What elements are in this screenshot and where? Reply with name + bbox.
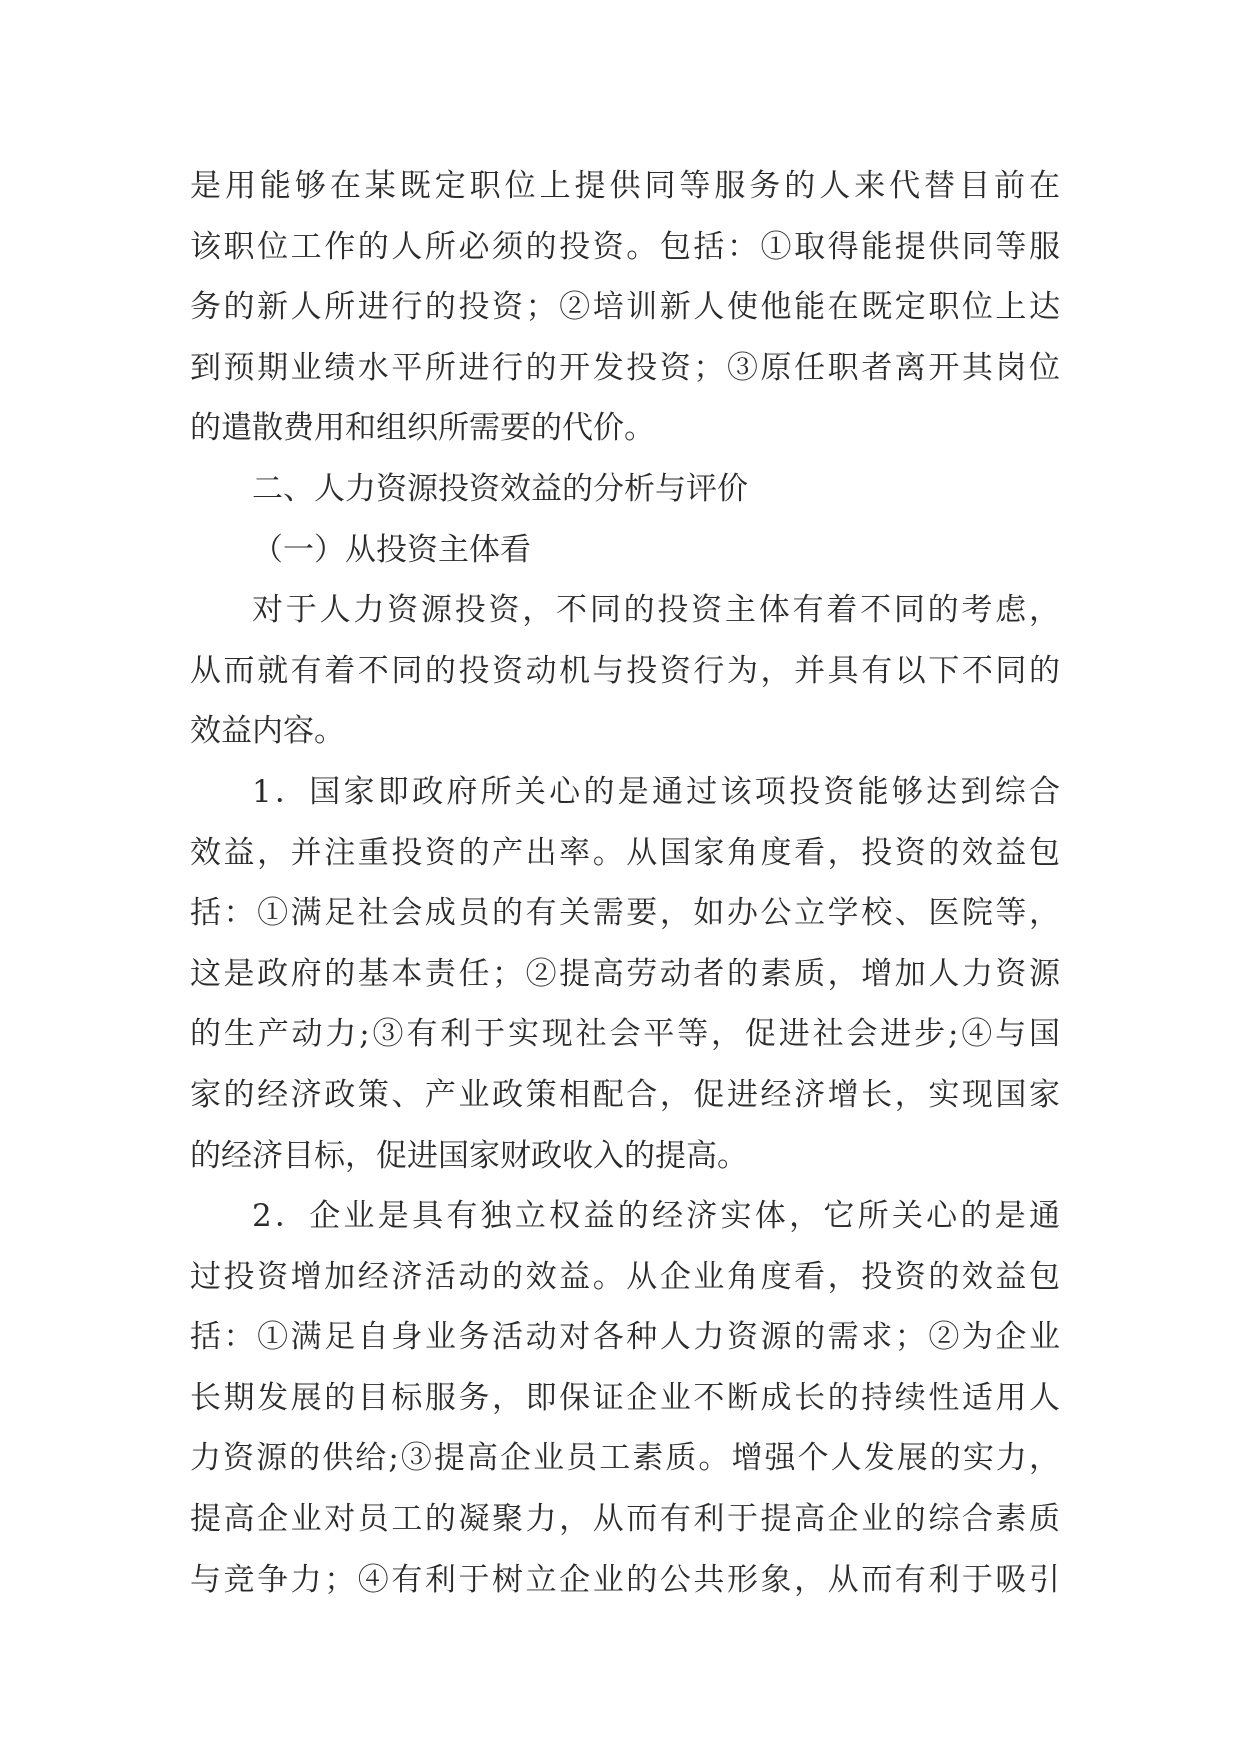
text-line-1: 是用能够在某既定职位上提供同等服务的人来代替目前在 bbox=[190, 168, 1060, 204]
text-line-20: 括：①满足自身业务活动对各种人力资源的需求；②为企业 bbox=[190, 1319, 1060, 1356]
text-line-11: 1．国家即政府所关心的是通过该项投资能够达到综合 bbox=[252, 773, 1060, 810]
text-line-12: 效益，并注重投资的产出率。从国家角度看，投资的效益包 bbox=[190, 834, 1060, 871]
text-line-23: 提高企业对员工的凝聚力，从而有利于提高企业的综合素质 bbox=[190, 1501, 1060, 1538]
text-line-18: 2．企业是具有独立权益的经济实体，它所关心的是通 bbox=[252, 1198, 1060, 1235]
text-line-8: 对于人力资源投资，不同的投资主体有着不同的考虑， bbox=[252, 592, 1060, 629]
text-line-10: 效益内容。 bbox=[190, 713, 345, 750]
section-heading: 二、人力资源投资效益的分析与评价 bbox=[252, 470, 748, 507]
text-line-19: 过投资增加经济活动的效益。从企业角度看，投资的效益包 bbox=[190, 1258, 1060, 1295]
text-line-16: 家的经济政策、产业政策相配合，促进经济增长，实现国家 bbox=[190, 1076, 1060, 1113]
body-text bbox=[190, 156, 1060, 1610]
text-line-21: 长期发展的目标服务，即保证企业不断成长的持续性适用人 bbox=[190, 1379, 1060, 1416]
subsection-heading: （一）从投资主体看 bbox=[252, 531, 531, 568]
text-line-14: 这是政府的基本责任；②提高劳动者的素质，增加人力资源 bbox=[190, 955, 1060, 992]
text-line-15: 的生产动力;③有利于实现社会平等，促进社会进步;④与国 bbox=[190, 1016, 1060, 1053]
text-line-13: 括：①满足社会成员的有关需要，如办公立学校、医院等， bbox=[190, 895, 1060, 932]
text-line-2: 该职位工作的人所必须的投资。包括：①取得能提供同等服 bbox=[190, 228, 1060, 265]
text-line-5: 的遣散费用和组织所需要的代价。 bbox=[190, 410, 655, 447]
text-line-17: 的经济目标，促进国家财政收入的提高。 bbox=[190, 1137, 748, 1174]
text-line-3: 务的新人所进行的投资；②培训新人使他能在既定职位上达 bbox=[190, 289, 1060, 326]
text-line-22: 力资源的供给;③提高企业员工素质。增强个人发展的实力， bbox=[190, 1440, 1060, 1477]
text-line-24: 与竞争力；④有利于树立企业的公共形象，从而有利于吸引 bbox=[190, 1561, 1060, 1598]
text-line-4: 到预期业绩水平所进行的开发投资；③原任职者离开其岗位 bbox=[190, 349, 1060, 386]
text-line-9: 从而就有着不同的投资动机与投资行为，并具有以下不同的 bbox=[190, 652, 1060, 689]
